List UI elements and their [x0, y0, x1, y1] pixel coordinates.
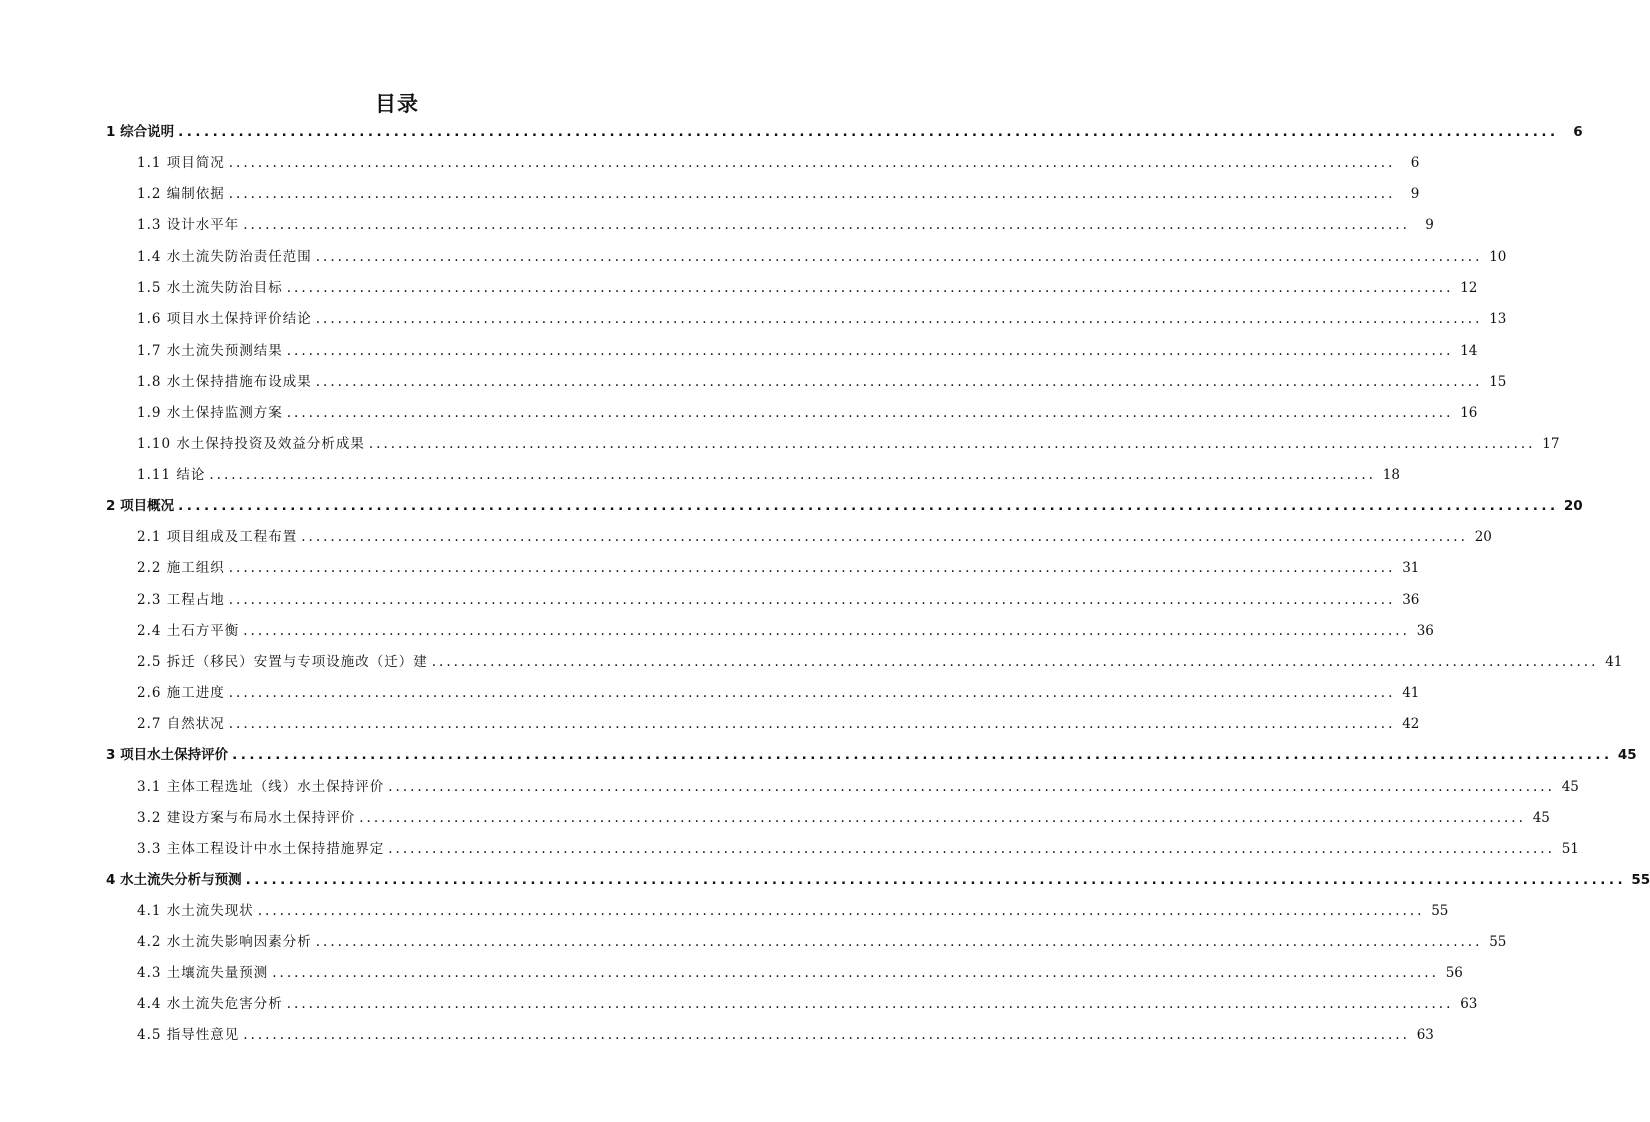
toc-leader-dots: ................................................................................................................................................................ — [243, 1027, 1410, 1043]
toc-leader-dots: ................................................................................................................................................................ — [232, 747, 1613, 763]
toc-page-number: 41 — [1402, 685, 1420, 701]
toc-title: 目录 — [375, 92, 419, 116]
toc-page-number: 20 — [1563, 498, 1583, 514]
toc-entry-title: 1.6 项目水土保持评价结论 — [137, 311, 312, 327]
toc-entry[interactable] — [137, 928, 1507, 952]
toc-entry[interactable] — [137, 523, 1492, 547]
toc-entry[interactable] — [137, 897, 1449, 921]
toc-entry-title: 1 综合说明 — [106, 124, 175, 140]
toc-leader-dots: ................................................................................................................................................................ — [209, 467, 1376, 483]
toc-entry[interactable] — [137, 399, 1478, 423]
toc-page-number: 20 — [1474, 529, 1492, 545]
toc-entry-title: 4.5 指导性意见 — [137, 1027, 240, 1043]
toc-page-number: 45 — [1532, 810, 1550, 826]
toc-entry[interactable] — [137, 804, 1550, 828]
toc-page-number: 9 — [1425, 217, 1434, 233]
toc-page-number: 63 — [1416, 1027, 1434, 1043]
toc-entry-title: 2.2 施工组织 — [137, 560, 225, 576]
toc-page-number: 16 — [1460, 405, 1478, 421]
toc-entry-title: 1.1 项目简况 — [137, 155, 225, 171]
toc-entry[interactable] — [137, 337, 1478, 361]
toc-page-number: 55 — [1631, 872, 1650, 888]
toc-page-number: 12 — [1460, 280, 1478, 296]
toc-entry[interactable] — [137, 617, 1434, 641]
toc-page-number: 63 — [1460, 996, 1478, 1012]
toc-entry-title: 1.10 水土保持投资及效益分析成果 — [137, 436, 365, 452]
toc-entry[interactable] — [137, 648, 1623, 672]
toc-entry[interactable] — [106, 492, 1583, 516]
toc-entry-title: 1.2 编制依据 — [137, 186, 225, 202]
toc-entry-title: 2.7 自然状况 — [137, 716, 225, 732]
toc-leader-dots: ................................................................................................................................................................ — [228, 716, 1396, 732]
toc-leader-dots: ................................................................................................................................................................ — [359, 810, 1526, 826]
toc-leader-dots: ................................................................................................................................................................ — [286, 405, 1454, 421]
toc-entry[interactable] — [106, 741, 1637, 765]
toc-leader-dots: ................................................................................................................................................................ — [243, 217, 1410, 233]
toc-page-number: 9 — [1410, 186, 1420, 202]
toc-entry-title: 3.2 建设方案与布局水土保持评价 — [137, 810, 356, 826]
toc-entry[interactable] — [137, 180, 1420, 204]
toc-leader-dots: ................................................................................................................................................................ — [257, 903, 1425, 919]
toc-page-number: 13 — [1489, 311, 1507, 327]
toc-entry-title: 3.1 主体工程选址（线）水土保持评价 — [137, 779, 385, 795]
toc-entry-title: 4 水土流失分析与预测 — [106, 872, 242, 888]
toc-entry[interactable] — [137, 835, 1579, 859]
toc-leader-dots: ................................................................................................................................................................ — [286, 343, 1454, 359]
toc-entry[interactable] — [137, 274, 1478, 298]
toc-leader-dots: ................................................................................................................................................................ — [315, 311, 1483, 327]
toc-page-number: 31 — [1402, 560, 1420, 576]
toc-entry[interactable] — [137, 679, 1420, 703]
toc-entry[interactable] — [137, 586, 1420, 610]
toc-leader-dots: ................................................................................................................................................................ — [228, 155, 1396, 171]
toc-page-number: 55 — [1489, 934, 1507, 950]
toc-entry-title: 1.8 水土保持措施布设成果 — [137, 374, 312, 390]
toc-page-number: 41 — [1605, 654, 1623, 670]
toc-page-number: 6 — [1410, 155, 1420, 171]
toc-page-number: 42 — [1402, 716, 1420, 732]
toc-entry-title: 1.7 水土流失预测结果 — [137, 343, 283, 359]
toc-entry-title: 1.3 设计水平年 — [137, 217, 240, 233]
toc-entry-title: 4.3 土壤流失量预测 — [137, 965, 269, 981]
toc-entry-title: 1.4 水土流失防治责任范围 — [137, 249, 312, 265]
toc-entry-title: 1.5 水土流失防治目标 — [137, 280, 283, 296]
toc-leader-dots: ................................................................................................................................................................ — [315, 249, 1483, 265]
toc-leader-dots: ................................................................................................................................................................ — [228, 685, 1396, 701]
toc-entry[interactable] — [137, 554, 1420, 578]
toc-entry-title: 2 项目概况 — [106, 498, 175, 514]
toc-entry[interactable] — [137, 149, 1420, 173]
toc-leader-dots: ................................................................................................................................................................ — [301, 529, 1468, 545]
toc-entry-title: 2.3 工程占地 — [137, 592, 225, 608]
toc-entry[interactable] — [106, 866, 1650, 890]
toc-leader-dots: ................................................................................................................................................................ — [315, 934, 1483, 950]
toc-entry-title: 2.5 拆迁（移民）安置与专项设施改（迁）建 — [137, 654, 428, 670]
toc-entry[interactable] — [106, 118, 1583, 142]
toc-page-number: 10 — [1489, 249, 1507, 265]
toc-entry[interactable] — [137, 959, 1463, 983]
toc-leader-dots: ................................................................................................................................................................ — [243, 623, 1410, 639]
toc-entry-title: 1.9 水土保持监测方案 — [137, 405, 283, 421]
toc-leader-dots: ................................................................................................................................................................ — [286, 280, 1454, 296]
toc-page-number: 51 — [1561, 841, 1579, 857]
toc-page-number: 45 — [1561, 779, 1579, 795]
toc-page-number: 36 — [1402, 592, 1420, 608]
toc-entry[interactable] — [137, 773, 1579, 797]
toc-entry-title: 4.2 水土流失影响因素分析 — [137, 934, 312, 950]
toc-leader-dots: ................................................................................................................................................................ — [431, 654, 1599, 670]
toc-entry[interactable] — [137, 305, 1507, 329]
toc-entry-title: 3.3 主体工程设计中水土保持措施界定 — [137, 841, 385, 857]
toc-leader-dots: ................................................................................................................................................................ — [388, 779, 1555, 795]
toc-entry[interactable] — [137, 990, 1478, 1014]
toc-page-number: 18 — [1382, 467, 1400, 483]
toc-entry-title: 2.1 项目组成及工程布置 — [137, 529, 298, 545]
toc-leader-dots: ................................................................................................................................................................ — [228, 560, 1396, 576]
toc-page-number: 14 — [1460, 343, 1478, 359]
toc-page-number: 36 — [1416, 623, 1434, 639]
toc-page-number: 55 — [1431, 903, 1449, 919]
toc-entry[interactable] — [137, 243, 1507, 267]
toc-leader-dots: ................................................................................................................................................................ — [178, 124, 1559, 140]
toc-leader-dots: ................................................................................................................................................................ — [368, 436, 1536, 452]
toc-entry-title: 1.11 结论 — [137, 467, 206, 483]
toc-entry[interactable] — [137, 461, 1400, 485]
toc-page-number: 15 — [1489, 374, 1507, 390]
toc-page-number: 17 — [1542, 436, 1560, 452]
toc-entry-title: 4.4 水土流失危害分析 — [137, 996, 283, 1012]
toc-entry-title: 2.4 土石方平衡 — [137, 623, 240, 639]
toc-entry[interactable] — [137, 1021, 1434, 1045]
toc-entry[interactable] — [137, 710, 1420, 734]
toc-entry-title: 3 项目水土保持评价 — [106, 747, 229, 763]
toc-entry[interactable] — [137, 430, 1560, 454]
toc-leader-dots: ................................................................................................................................................................ — [286, 996, 1454, 1012]
toc-entry[interactable] — [137, 211, 1434, 235]
toc-leader-dots: ................................................................................................................................................................ — [315, 374, 1483, 390]
toc-entry-title: 2.6 施工进度 — [137, 685, 225, 701]
toc-leader-dots: ................................................................................................................................................................ — [228, 592, 1396, 608]
toc-entry-title: 4.1 水土流失现状 — [137, 903, 254, 919]
toc-leader-dots: ................................................................................................................................................................ — [388, 841, 1555, 857]
toc-leader-dots: ................................................................................................................................................................ — [245, 872, 1627, 888]
toc-leader-dots: ................................................................................................................................................................ — [178, 498, 1559, 514]
toc-leader-dots: ................................................................................................................................................................ — [228, 186, 1396, 202]
toc-page-number: 45 — [1617, 747, 1637, 763]
toc-page-number: 56 — [1445, 965, 1463, 981]
toc-leader-dots: ................................................................................................................................................................ — [272, 965, 1439, 981]
toc-page-number: 6 — [1573, 124, 1583, 140]
toc-entry[interactable] — [137, 368, 1507, 392]
